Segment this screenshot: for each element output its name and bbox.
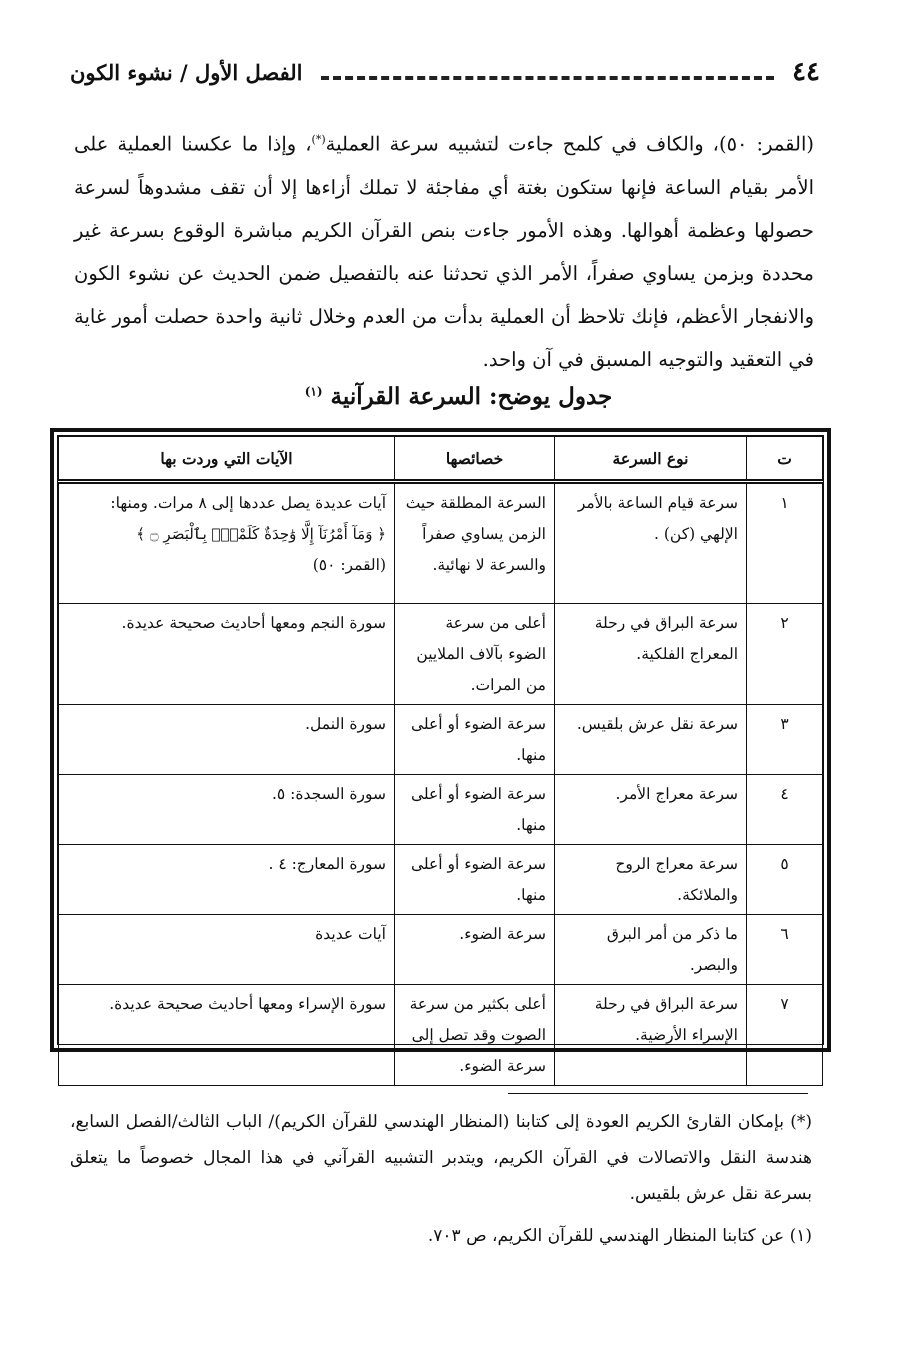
properties-cell: سرعة الضوء أو أعلى منها. [395,845,555,915]
footnote-star: (*) بإمكان القارئ الكريم العودة إلى كتابنا (المنظار الهندسي للقرآن الكريم)/ الباب الثالث/الفصل السابع، هندسة النقل والاتصالات في القرآن الكريم، ويتدبر التشبيه القرآني في هذا المجال خصوصاً ما يتعلق بسرعة نقل عرش بلقيس. [70,1112,812,1204]
table-row [59,915,823,985]
table-title [0,383,917,410]
verses-cell: سورة السجدة: ٥. [59,775,395,845]
table-inner-border [57,435,824,1075]
row-number: ٢ [747,604,823,705]
body-paragraph [74,118,814,381]
row-number: ١ [747,482,823,604]
header-properties: خصائصها [395,437,555,482]
verses-cell: سورة الإسراء ومعها أحاديث صحيحة عديدة. [59,985,395,1086]
chapter-title: الفصل الأول / نشوء الكون [70,59,303,85]
speed-type-cell: سرعة معراج الأمر. [555,775,747,845]
table-header-row [59,437,823,482]
speed-type-cell: سرعة البراق في رحلة الإسراء الأرضية. [555,985,747,1086]
properties-cell: أعلى بكثير من سرعة الصوت وقد تصل إلى سرعة الضوء. [395,985,555,1086]
header-speed-type: نوع السرعة [555,437,747,482]
paragraph-text-1: (القمر: ٥٠)، والكاف في كلمح جاءت لتشبيه سرعة العملية [325,132,814,156]
footnote-one: (١) عن كتابنا المنظار الهندسي للقرآن الكريم، ص ٧٠٣. [427,1226,812,1246]
header-verses: الآيات التي وردت بها [59,437,395,482]
table-title-footnote-marker: (١) [304,384,323,399]
row-number: ٤ [747,775,823,845]
speed-type-cell: سرعة قيام الساعة بالأمر الإلهي (كن) . [555,482,747,604]
quran-verse: ﴿ وَمَآ أَمْرُنَآ إِلَّا وَٰحِدَةٌ كَلَمْحٍۭ بِٱلْبَصَرِ ۝ ﴾ [136,525,386,543]
verse-reference: (القمر: ٥٠) [312,556,386,574]
table-row [59,845,823,915]
speed-type-cell: سرعة معراج الروح والملائكة. [555,845,747,915]
table-row [59,482,823,604]
row-number: ٣ [747,705,823,775]
page-number: ٤٤ [792,57,820,87]
paragraph-text-2: ، وإذا ما عكسنا العملية على الأمر بقيام الساعة فإنها ستكون بغتة أي مفاجئة لا تملك أزاءها إلا أن تقف مشدوهاً لسرعة حصولها وعظمة أهوالها. وهذه الأمور جاءت بنص القرآن الكريم مباشرة الوقوع بسرعة غير محددة وبزمن يساوي صفراً، الأمر الذي تحدثنا عنه بالتفصيل ضمن الحديث عن نشوء الكون والانفجار الأعظم، فإنك تلاحظ أن العملية بدأت من العدم وخلال ثانية واحدة حصلت أمور غاية في التعقيد والتوجيه المسبق في آن واحد. [74,132,814,371]
properties-cell: السرعة المطلقة حيث الزمن يساوي صفراً والسرعة لا نهائية. [395,482,555,604]
table-row [59,604,823,705]
row-number: ٥ [747,845,823,915]
properties-cell: أعلى من سرعة الضوء بآلاف الملايين من المرات. [395,604,555,705]
verses-cell: سورة النمل. [59,705,395,775]
speed-type-cell: سرعة البراق في رحلة المعراج الفلكية. [555,604,747,705]
properties-cell: سرعة الضوء أو أعلى منها. [395,705,555,775]
header-dotted-rule [321,76,775,80]
footnote-marker-star: (*) [311,133,326,146]
page-header [70,52,820,92]
speed-type-cell: ما ذكر من أمر البرق والبصر. [555,915,747,985]
verses-cell: سورة المعارج: ٤ . [59,845,395,915]
properties-cell: سرعة الضوء. [395,915,555,985]
speeds-table [58,436,823,1086]
table-title-text: جدول يوضح: السرعة القرآنية [330,383,613,410]
verses-text: آيات عديدة يصل عددها إلى ٨ مرات. ومنها: [110,494,386,512]
verses-cell [59,482,395,604]
verses-cell: سورة النجم ومعها أحاديث صحيحة عديدة. [59,604,395,705]
speed-type-cell: سرعة نقل عرش بلقيس. [555,705,747,775]
table-frame [50,428,831,1075]
verses-cell: آيات عديدة [59,915,395,985]
properties-cell: سرعة الضوء أو أعلى منها. [395,775,555,845]
table-row [59,775,823,845]
footnote-divider [508,1093,808,1094]
table-row [59,985,823,1086]
table-row [59,705,823,775]
row-number: ٦ [747,915,823,985]
row-number: ٧ [747,985,823,1086]
header-index: ت [747,437,823,482]
